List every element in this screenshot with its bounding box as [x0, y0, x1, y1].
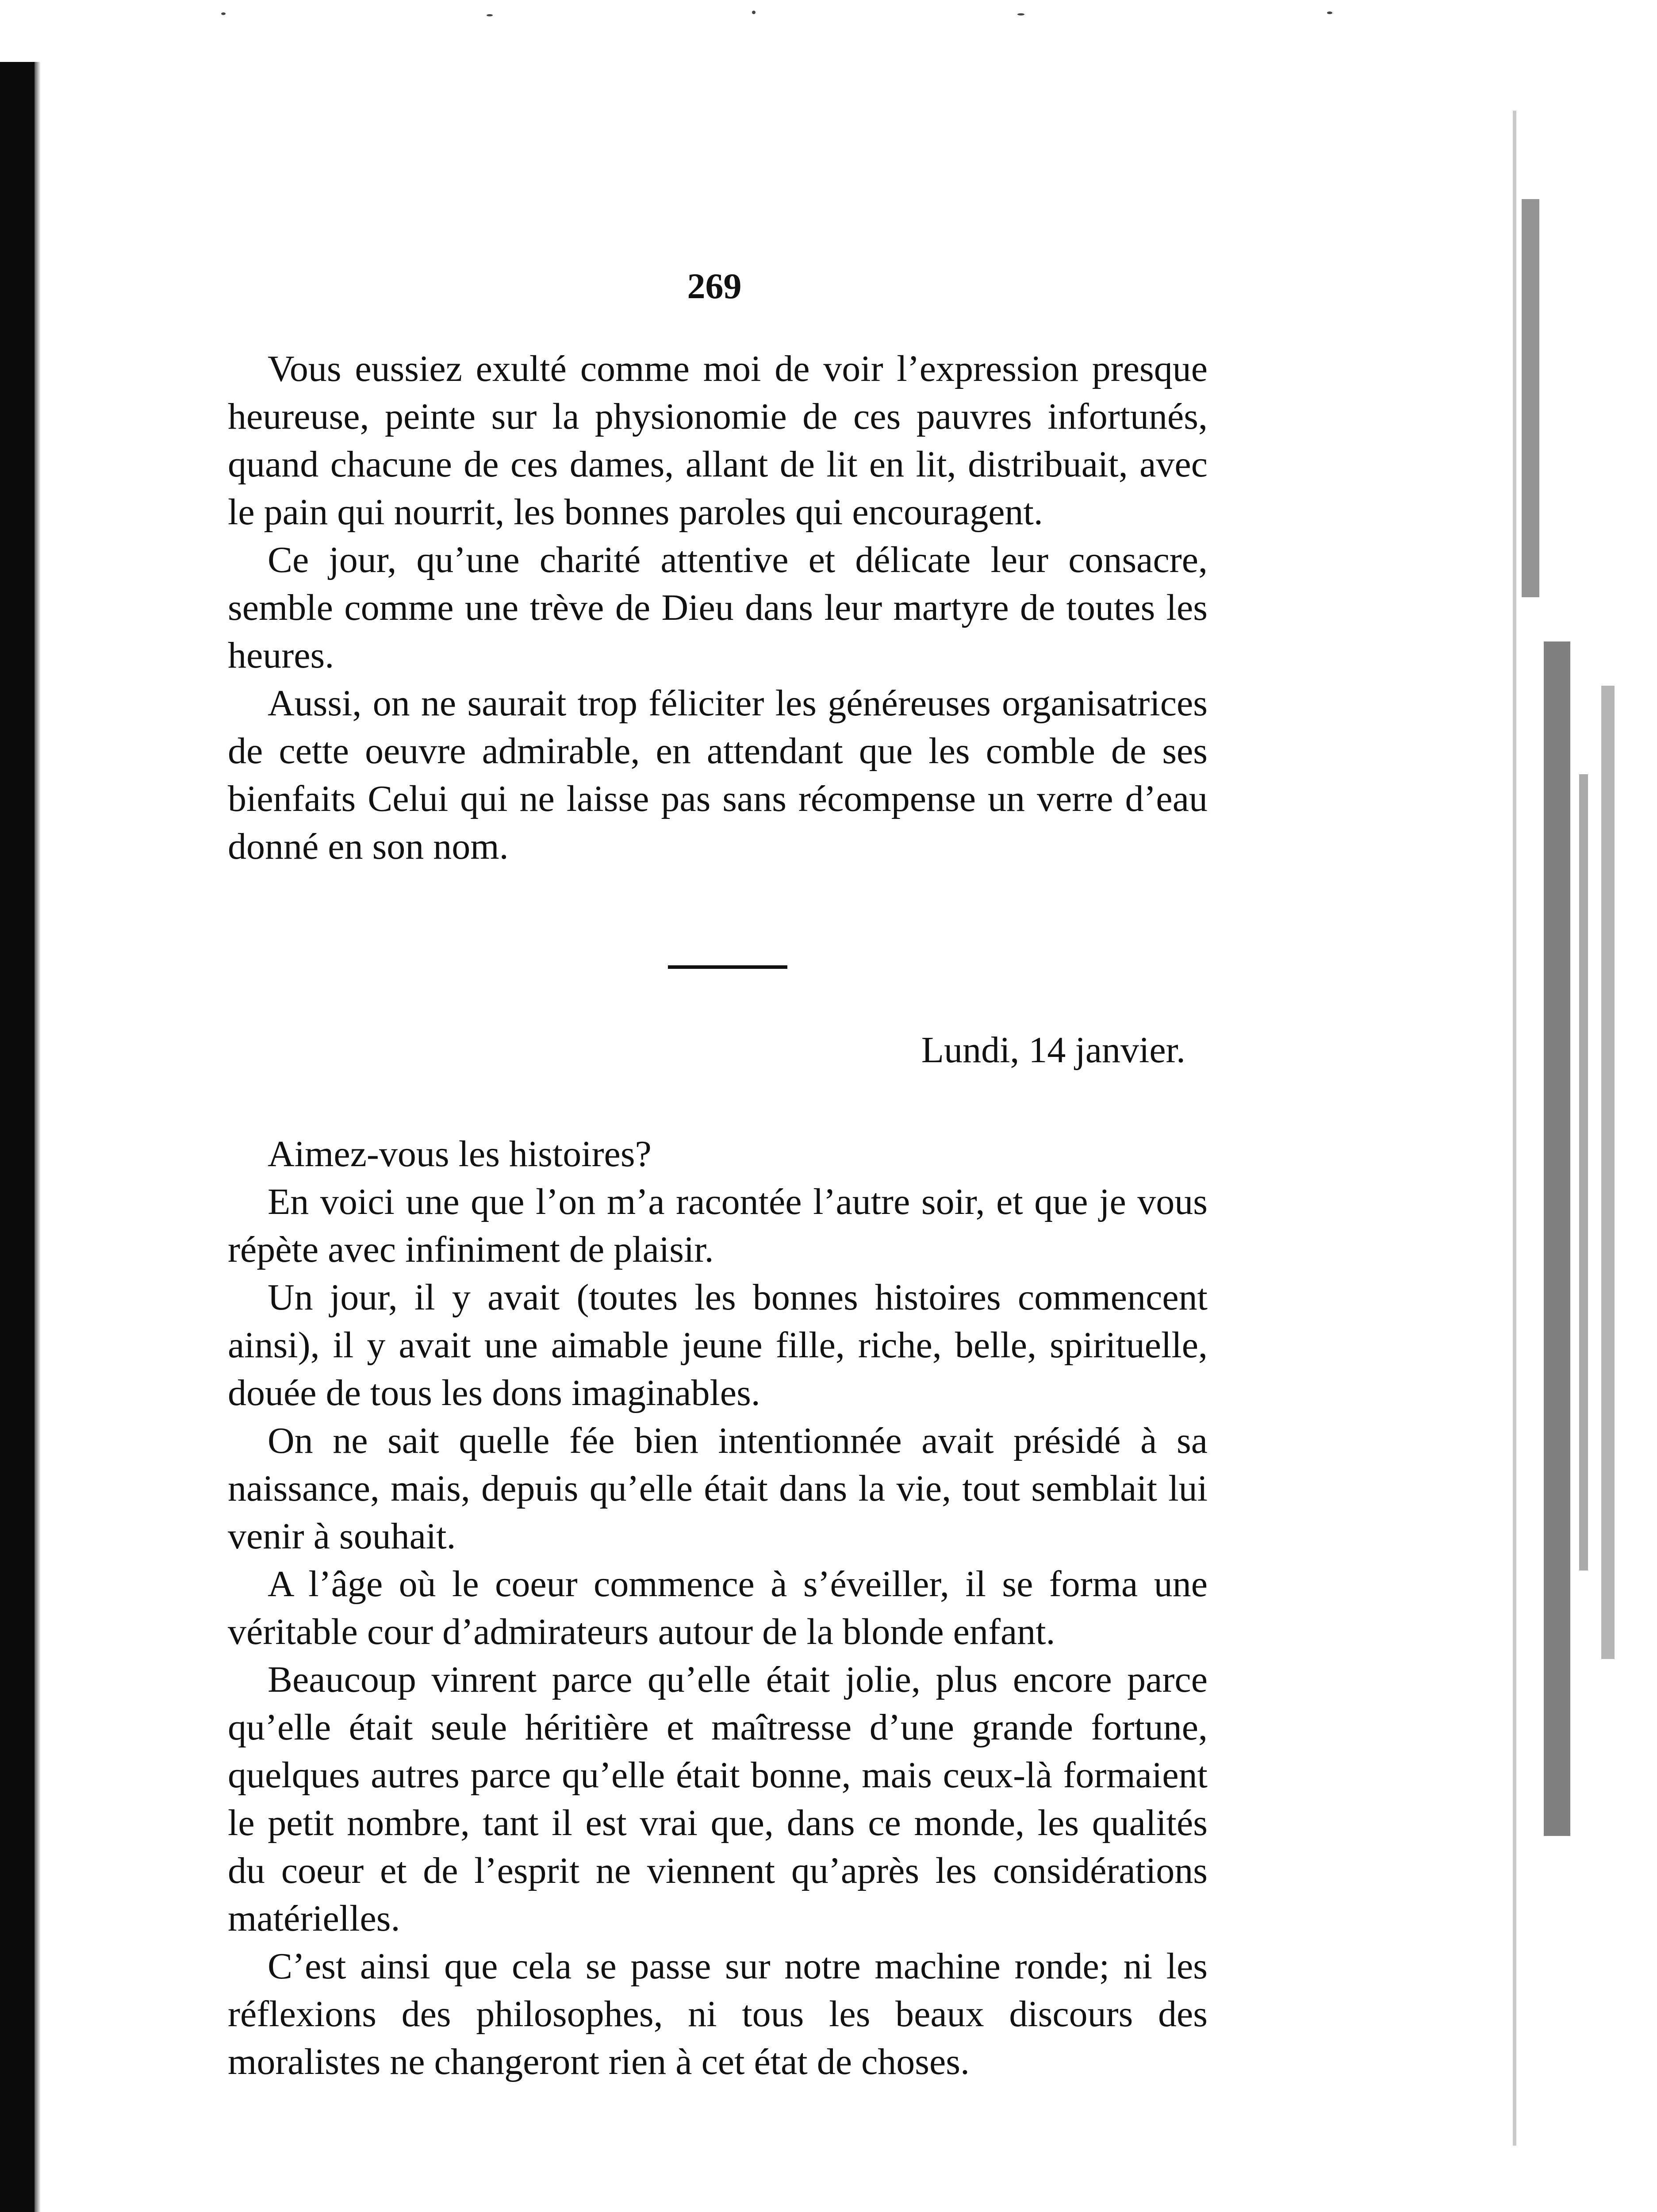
- binding-shadow: [35, 62, 41, 2212]
- book-binding-edge: [0, 62, 35, 2212]
- paragraph: Un jour, il y avait (toutes les bonnes histoires commencent ainsi), il y avait une aimable jeune fille, riche, belle, spirituelle, douée de tous les dons imaginables.: [228, 1277, 1208, 1413]
- paragraph: Ce jour, qu’une charité attentive et délicate leur consacre, semble comme une trève de Dieu dans leur martyre de toutes les heures.: [228, 539, 1208, 676]
- paragraph: Aussi, on ne saurait trop féliciter les généreuses organisatrices de cette oeuvre admirable, en attendant que les comble de ses bienfaits Celui qui ne laisse pas sans récompense un verre d’eau donné en son nom.: [228, 683, 1208, 867]
- paragraph: Vous eussiez exulté comme moi de voir l’expression presque heureuse, peinte sur la physionomie de ces pauvres infortunés, quand chacune de ces dames, allant de lit en lit, distribuait, avec le pain qui nourrit, les bonnes paroles qui encouragent.: [228, 348, 1208, 533]
- paragraph: On ne sait quelle fée bien intentionnée avait présidé à sa naissance, mais, depuis qu’elle était dans la vie, tout semblait lui venir à souhait.: [228, 1420, 1208, 1557]
- paragraph: En voici une que l’on m’a racontée l’autre soir, et que je vous répète avec infiniment de plaisir.: [228, 1181, 1208, 1270]
- paragraph: Beaucoup vinrent parce qu’elle était jolie, plus encore parce qu’elle était seule héritière et maîtresse d’une grande fortune, quelques autres parce qu’elle était bonne, mais ceux-là formaient le petit nombre, tant il est vrai que, dans ce monde, les qualités du coeur et de l’esprit ne viennent qu’après les considérations matérielles.: [228, 1659, 1208, 1939]
- paragraph: C’est ainsi que cela se passe sur notre machine ronde; ni les réflexions des philosophes, ni tous les beaux discours des moralistes ne changeront rien à cet état de choses.: [228, 1946, 1208, 2082]
- body-text-section-1: [228, 345, 1208, 871]
- paragraph: A l’âge où le coeur commence à s’éveiller, il se forma une véritable cour d’admirateurs autour de la blonde enfant.: [228, 1563, 1208, 1652]
- right-margin-bleed: [1513, 111, 1645, 2190]
- section-divider-rule: [668, 965, 787, 969]
- page-number: 269: [687, 266, 742, 306]
- body-text-section-2: [228, 1130, 1208, 2086]
- dateline: Lundi, 14 janvier.: [921, 1029, 1185, 1071]
- top-scan-noise: [88, 9, 1548, 22]
- paragraph: Aimez-vous les histoires?: [268, 1133, 652, 1175]
